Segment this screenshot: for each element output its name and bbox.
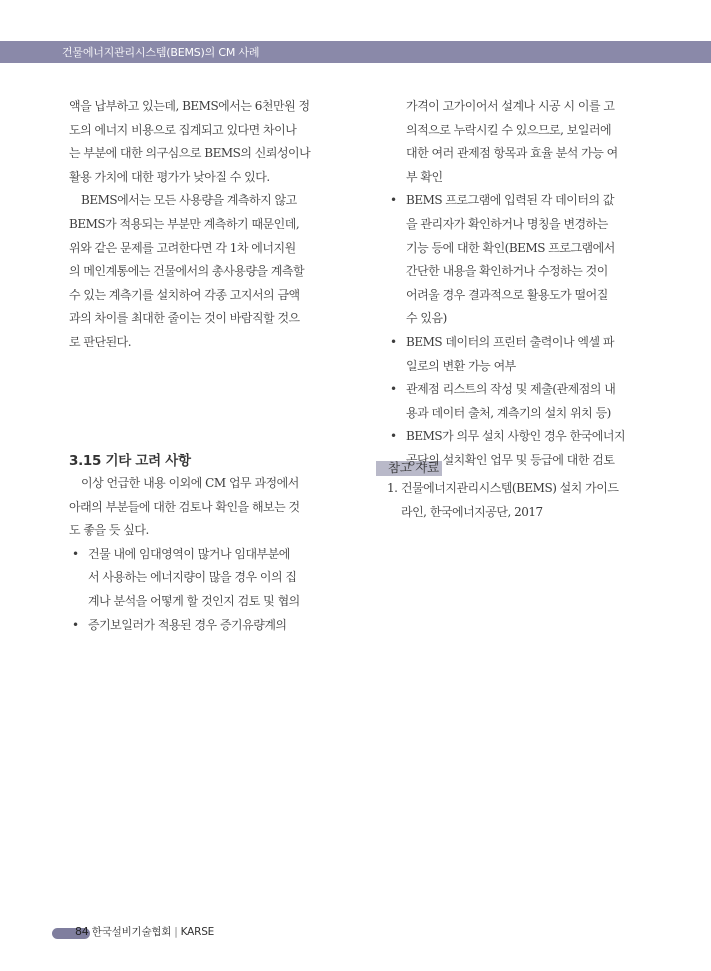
text-line: 서 사용하는 에너지량이 많을 경우 이의 집	[88, 570, 297, 585]
text-line: 로 판단된다.	[69, 334, 132, 349]
bullet-dot: •	[390, 382, 397, 397]
bullet-dot: •	[390, 334, 397, 349]
text-line: 과의 차이를 최대한 줄이는 것이 바람직할 것으	[69, 311, 300, 326]
footer-org-abbrev: KARSE	[180, 926, 215, 938]
reference-item	[387, 477, 647, 524]
paragraph-3	[69, 472, 337, 543]
bullet-dot: •	[390, 193, 397, 208]
paragraph-2	[69, 189, 337, 354]
running-header-band	[0, 41, 711, 63]
text-line: 는 부분에 대한 의구심으로 BEMS의 신뢰성이나	[69, 146, 311, 161]
bullet-list	[69, 543, 337, 637]
text-line: 기능 등에 대한 확인(BEMS 프로그램에서	[406, 240, 615, 255]
text-line: 어려울 경우 결과적으로 활용도가 떨어질	[406, 287, 608, 302]
text-line: 위와 같은 문제를 고려한다면 각 1차 에너지원	[69, 240, 296, 255]
list-item	[387, 189, 645, 331]
bullet-dot: •	[72, 546, 79, 561]
text-line: 도 좋을 듯 싶다.	[69, 523, 149, 538]
text-line: 도의 에너지 비용으로 집계되고 있다면 차이나	[69, 122, 297, 137]
running-header-title: 건물에너지관리시스템(BEMS)의 CM 사례	[62, 46, 260, 59]
text-line: 이상 언급한 내용 이외에 CM 업무 과정에서	[81, 476, 299, 490]
text-line: 을 관리자가 확인하거나 명칭을 변경하는	[406, 216, 608, 231]
text-line: 대한 여러 관제점 항목과 효율 분석 가능 여	[406, 146, 618, 161]
reference-number: 1.	[387, 481, 398, 495]
text-line: 부 확인	[406, 169, 443, 184]
text-line: 의 메인계통에는 건물에서의 총사용량을 계측할	[69, 264, 305, 279]
text-line: 용과 데이터 출처, 계측기의 설치 위치 등)	[406, 405, 611, 420]
text-line: 일로의 변환 가능 여부	[406, 358, 516, 373]
footer-org-name: 한국설비기술협회	[91, 926, 172, 938]
section-body	[69, 472, 337, 637]
text-line: 간단한 내용을 확인하거나 수정하는 것이	[406, 264, 608, 279]
paragraph-1	[69, 95, 337, 189]
text-line: 수 있는 계측기를 설치하여 각종 고지서의 금액	[69, 287, 300, 302]
bullet-list	[387, 189, 645, 472]
text-line: 계나 분석을 어떻게 할 것인지 검토 및 협의	[88, 593, 300, 608]
text-line: 증기보일러가 적용된 경우 증기유량계의	[88, 617, 287, 632]
footer-separator: |	[174, 926, 178, 938]
text-line: 건물에너지관리시스템(BEMS) 설치 가이드	[401, 481, 619, 495]
footer	[75, 924, 214, 939]
text-line: BEMS에서는 모든 사용량을 계측하지 않고	[81, 193, 297, 208]
right-column	[387, 95, 645, 519]
list-item	[69, 614, 337, 638]
reference-heading: 참고 자료	[388, 460, 439, 475]
text-line: 관제점 리스트의 작성 및 제출(관제점의 내	[406, 382, 616, 397]
reference-list	[387, 477, 647, 524]
text-line: 건물 내에 임대영역이 많거나 임대부분에	[88, 546, 290, 561]
text-line: BEMS 데이터의 프린터 출력이나 엑셀 파	[406, 334, 614, 349]
text-line: 수 있음)	[406, 311, 447, 326]
text-line: BEMS가 적용되는 부분만 계측하기 때문인데,	[69, 216, 300, 231]
bullet-dot: •	[390, 429, 397, 444]
text-line: 라인, 한국에너지공단, 2017	[401, 504, 543, 519]
text-line: 가격이 고가이어서 설계나 시공 시 이를 고	[406, 99, 615, 113]
bullet-dot: •	[72, 617, 79, 632]
list-item	[69, 543, 337, 614]
text-line: BEMS가 의무 설치 사항인 경우 한국에너지	[406, 429, 626, 444]
text-line: 아래의 부분들에 대한 검토나 확인을 해보는 것	[69, 499, 300, 514]
text-line: 액을 납부하고 있는데, BEMS에서는 6천만원 정	[69, 99, 310, 113]
text-line: 의적으로 누락시킬 수 있으므로, 보일러에	[406, 122, 612, 137]
continued-bullet-text	[387, 95, 645, 189]
text-line: 공단의 설치확인 업무 및 등급에 대한 검토	[406, 452, 615, 467]
list-item	[387, 331, 645, 378]
left-column	[69, 95, 337, 632]
text-line: BEMS 프로그램에 입력된 각 데이터의 값	[406, 193, 614, 208]
text-line: 활용 가치에 대한 평가가 낮아질 수 있다.	[69, 169, 270, 184]
page-number: 84	[75, 925, 89, 938]
list-item	[387, 378, 645, 425]
section-heading: 3.15 기타 고려 사항	[69, 453, 191, 469]
